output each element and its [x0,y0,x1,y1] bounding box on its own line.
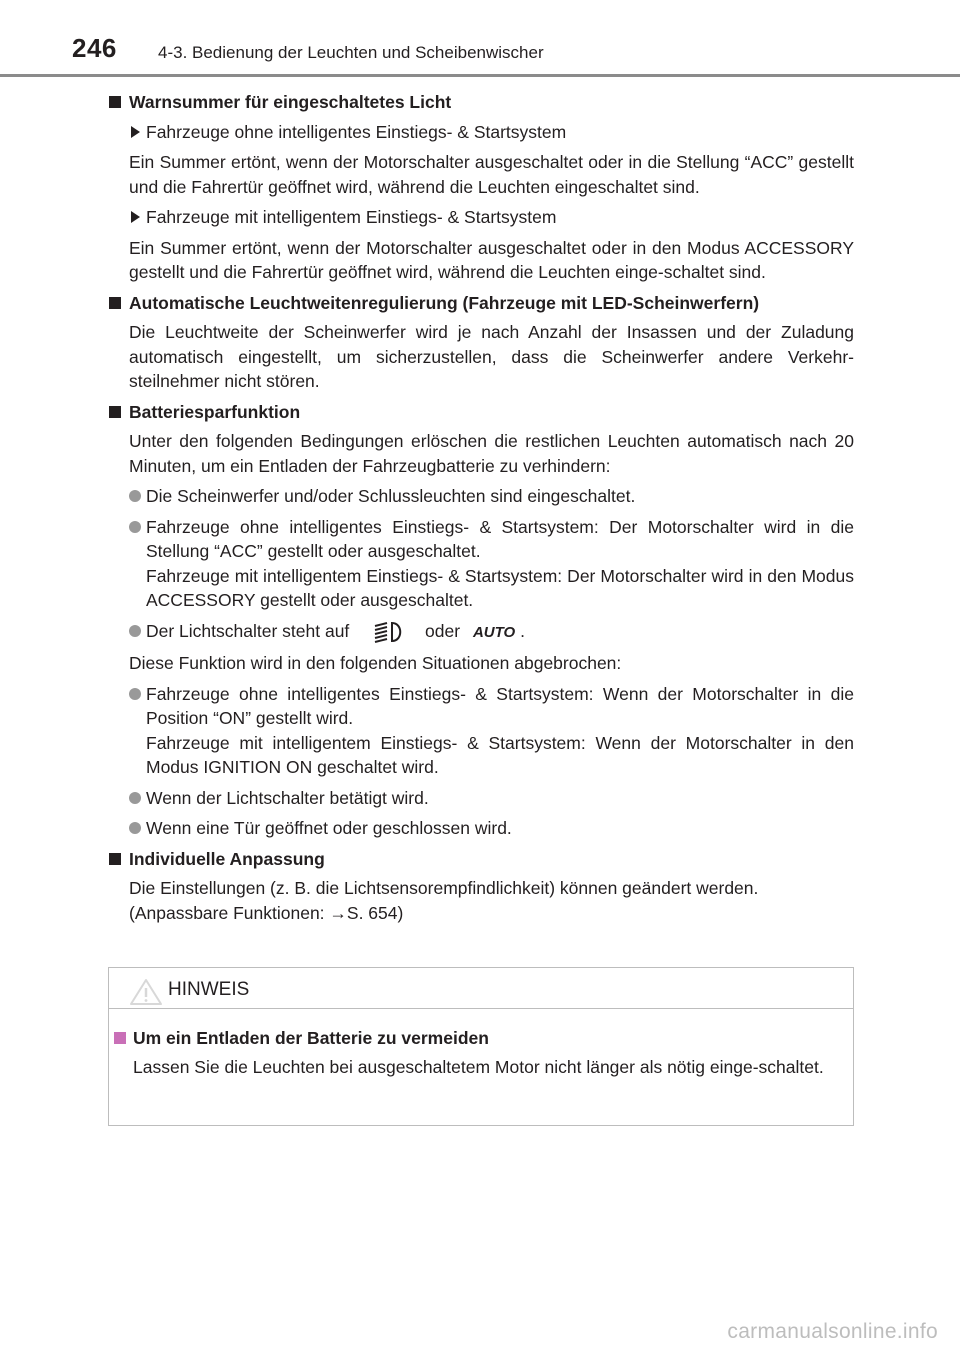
bullet-dot-icon [129,792,141,804]
bullet-dot-icon [129,625,141,637]
list-item: Fahrzeuge ohne intelligentes Einstiegs- & Startsystem: Der Motorschalter wird in die Stellung “ACC” gestellt oder ausgeschaltet. Fahrzeuge mit intelligentem Einstiegs- & Startsystem: Der Motorschalter wird in den Modus ACCESSORY gestellt oder ausgeschaltet. [129,515,854,613]
headlight-icon [372,620,406,644]
bullet-dot-icon [129,521,141,533]
square-bullet-icon [114,1032,126,1044]
triangle-arrow-icon [131,126,140,138]
paragraph: Ein Summer ertönt, wenn der Motorschalter ausgeschaltet oder in die Stellung “ACC” gestellt und die Fahrertür geöffnet wird, während die Leuchten eingeschaltet sind. [129,152,854,197]
square-bullet-icon [109,853,121,865]
main-content [108,90,854,925]
paragraph: Ein Summer ertönt, wenn der Motorschalter ausgeschaltet oder in den Modus ACCESSORY gestellt und die Fahrertür geöffnet wird, während die Leuchten einge-schaltet sind. [129,237,854,282]
list-item: Die Scheinwerfer und/oder Schlussleuchten sind eingeschaltet. [129,484,854,509]
cross-reference: (Anpassbare Funktionen: →S. 654) [129,902,404,923]
notice-text: Lassen Sie die Leuchten bei ausgeschaltetem Motor nicht länger als nötig einge-schaltet. [133,1056,824,1077]
warning-icon [129,978,163,1006]
sub-heading: Fahrzeuge mit intelligentem Einstiegs- & Startsystem [129,205,854,230]
list-item: Der Lichtschalter steht auf oder AUTO . [129,619,854,646]
header-divider [0,74,960,77]
paragraph: Unter den folgenden Bedingungen erlöschen die restlichen Leuchten automatisch nach 20 Minuten, um ein Entladen der Fahrzeugbatterie zu verhindern: [129,431,854,476]
bullet-dot-icon [129,490,141,502]
list-item: Wenn eine Tür geöffnet oder geschlossen wird. [129,816,854,841]
square-bullet-icon [109,297,121,309]
triangle-arrow-icon [131,211,140,223]
square-bullet-icon [109,96,121,108]
section-heading-auto-leveling: Automatische Leuchtweitenregulierung (Fahrzeuge mit LED-Scheinwerfern) [108,291,854,316]
paragraph: Diese Funktion wird in den folgenden Situationen abgebrochen: [129,653,622,673]
watermark-text: carmanualsonline.info [727,1320,938,1343]
notice-header [109,968,853,1009]
chapter-title: 4-3. Bedienung der Leuchten und Scheibenwischer [158,43,544,62]
paragraph: Die Einstellungen (z. B. die Lichtsensorempfindlichkeit) können geändert werden. (Anpassbare Funktionen: →S. 654) [129,876,854,925]
section-heading-customization: Individuelle Anpassung [108,847,854,872]
notice-box [108,967,854,1126]
paragraph: Die Leuchtweite der Scheinwerfer wird je nach Anzahl der Insassen und der Zuladung automatisch eingestellt, um sicherzustellen, dass die Scheinwerfer andere Verkehr-steilnehmer nicht stören. [129,322,854,391]
section-heading-warn-buzzer: Warnsummer für eingeschaltetes Licht [108,90,854,115]
auto-icon: AUTO [472,623,516,641]
bullet-dot-icon [129,688,141,700]
sub-heading: Fahrzeuge ohne intelligentes Einstiegs- & Startsystem [129,120,854,145]
square-bullet-icon [109,406,121,418]
bullet-dot-icon [129,822,141,834]
section-heading-battery-saver: Batteriesparfunktion [108,400,854,425]
notice-title: HINWEIS [168,979,250,1000]
notice-heading: Um ein Entladen der Batterie zu vermeiden [114,1026,834,1051]
page-number: 246 [72,33,117,63]
list-item: Wenn der Lichtschalter betätigt wird. [129,786,854,811]
page-header [0,0,960,78]
notice-body [114,1026,834,1079]
list-item: Fahrzeuge ohne intelligentes Einstiegs- & Startsystem: Wenn der Motorschalter in die Position “ON” gestellt wird. Fahrzeuge mit intelligentem Einstiegs- & Startsystem: Wenn der Motorschalter in den Modus IGNITION ON geschaltet wird. [129,682,854,780]
